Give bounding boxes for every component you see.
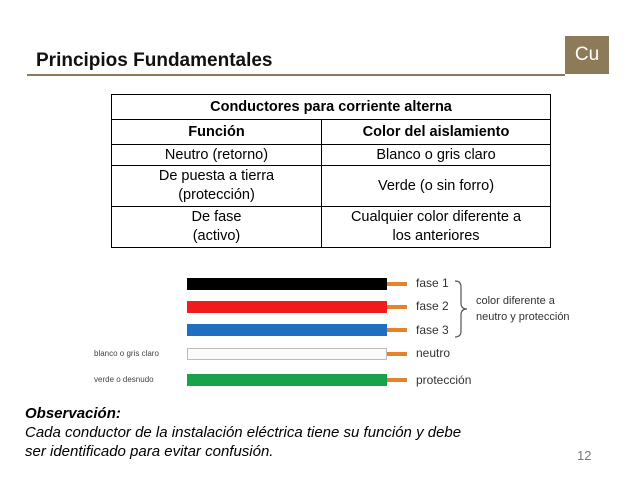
wire-neutro <box>187 348 387 360</box>
cell-funcion <box>112 145 322 166</box>
wire-fase-2 <box>187 301 387 313</box>
table-row <box>112 145 551 166</box>
observation <box>25 404 461 461</box>
bracket-note-line: neutro y protección <box>476 311 570 323</box>
wire-label-fase-3: fase 3 <box>416 323 449 337</box>
cell-color <box>322 145 551 166</box>
table-row <box>112 207 551 248</box>
wire-end-neutro <box>387 352 407 356</box>
wire-side-label-proteccion: verde o desnudo <box>94 375 154 384</box>
observation-line: Cada conductor de la instalación eléctrica tiene su función y debe <box>25 424 462 441</box>
curly-bracket-icon <box>452 279 472 339</box>
table-row <box>112 166 551 207</box>
cell-color <box>322 207 551 248</box>
cell-line: De puesta a tierra <box>158 168 275 184</box>
wire-end-fase-3 <box>387 328 407 332</box>
bracket-note <box>476 293 570 325</box>
table-caption: Conductores para corriente alterna <box>112 95 551 120</box>
wire-fase-3 <box>187 324 387 336</box>
cell-line: Cualquier color diferente a <box>350 209 522 225</box>
wire-label-neutro: neutro <box>416 346 451 360</box>
wire-side-label-neutro: blanco o gris claro <box>94 349 159 358</box>
title-underline <box>27 74 565 76</box>
wire-end-proteccion <box>387 378 407 382</box>
cell-line: los anteriores <box>392 228 480 244</box>
observation-line: ser identificado para evitar confusión. <box>25 443 274 460</box>
cell-line: Blanco o gris claro <box>376 146 496 163</box>
cell-line: De fase <box>191 209 242 225</box>
wire-label-fase-1: fase 1 <box>416 276 449 290</box>
cell-line: Neutro (retorno) <box>164 146 269 163</box>
header-color: Color del aislamiento <box>322 120 551 145</box>
wire-label-fase-2: fase 2 <box>416 299 449 313</box>
cu-logo: Cu <box>565 36 609 74</box>
cell-funcion <box>112 166 322 207</box>
conductors-table <box>111 94 551 248</box>
cell-line: (protección) <box>178 187 255 203</box>
cell-line: (activo) <box>192 228 241 244</box>
wire-end-fase-2 <box>387 305 407 309</box>
bracket-note-line: color diferente a <box>476 295 555 307</box>
slide-title: Principios Fundamentales <box>36 50 273 71</box>
cell-line: Verde (o sin forro) <box>377 177 495 194</box>
header-funcion: Función <box>112 120 322 145</box>
wire-fase-1 <box>187 278 387 290</box>
wire-proteccion <box>187 374 387 386</box>
cell-color <box>322 166 551 207</box>
observation-heading: Observación: <box>25 405 121 422</box>
cell-funcion <box>112 207 322 248</box>
page-number: 12 <box>577 448 592 463</box>
wire-end-fase-1 <box>387 282 407 286</box>
wire-label-proteccion: protección <box>416 373 472 387</box>
